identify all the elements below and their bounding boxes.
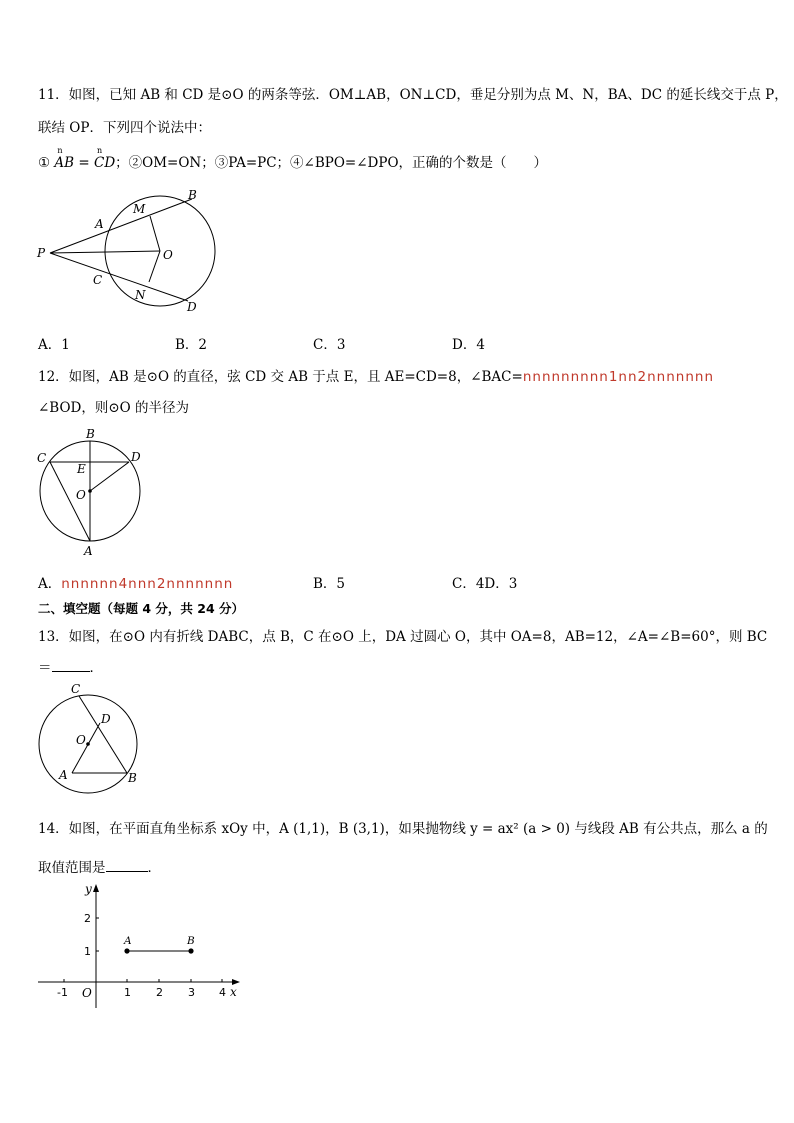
q12-option-cd: C．4D．3 (452, 576, 518, 592)
q11-label-c: C (93, 273, 103, 287)
q11-option-a: A．1 (38, 337, 70, 353)
q12-stem-text: 12．如图，AB 是⊙O 的直径，弦 CD 交 AB 于点 E，且 AE=CD=8，∠BAC= (38, 369, 523, 385)
q14-origin-label: O (82, 986, 92, 1000)
q13-label-o: O (76, 733, 86, 747)
q14-xtick-label: 2 (156, 986, 163, 999)
q14-label-a: A (124, 935, 132, 947)
q11-stem-line2: 联结 OP．下列四个说法中： (38, 120, 211, 136)
q11-stem-line1: 11．如图，已知 AB 和 CD 是⊙O 的两条等弦．OM⊥AB，ON⊥CD，垂足分别为点 M、N，BA、DC 的延长线交于点 P， (38, 87, 788, 103)
q14-y-axis-label: y (85, 882, 92, 896)
q11-label-p: P (37, 246, 46, 260)
q13-label-c: C (71, 682, 81, 696)
q13-label-d: D (101, 712, 111, 726)
q14-xtick-label: -1 (57, 986, 68, 999)
q11-equals: = (74, 155, 94, 171)
q14-stem-line1: 14．如图，在平面直角坐标系 xOy 中，A (1,1)，B (3,1)，如果抛物线 y = ax² (a > 0) 与线段 AB 有公共点，那么 a 的 (38, 821, 768, 837)
q13-label-a: A (59, 768, 68, 782)
q11-label-m: M (133, 202, 146, 216)
q12-option-a-garbled: nnnnnn4nnn2nnnnnnn (61, 576, 234, 592)
q11-label-n: N (135, 288, 146, 302)
q12-label-o: O (76, 488, 86, 502)
q13-label-b: B (128, 771, 137, 785)
q12-option-b: B．5 (313, 576, 346, 592)
q11-label-a: A (95, 217, 104, 231)
q14-y-arrow-icon (93, 884, 99, 892)
q11-arc-ab: n AB (54, 146, 75, 171)
q11-arc-cd: n CD (93, 146, 116, 171)
q12-garbled-formula: nnnnnnnnn1nn2nnnnnnn (522, 369, 715, 385)
q14-x-axis-label: x (230, 985, 237, 999)
q12-option-a: A．nnnnnn4nnn2nnnnnnn (38, 576, 234, 592)
q13-stem-line2: ＝ ． (38, 660, 103, 676)
section-fill-in-title: 二、填空题（每题 4 分，共 24 分） (38, 601, 245, 616)
q14-point-a (124, 948, 129, 953)
q14-xtick-label: 3 (188, 986, 195, 999)
q11-statements-rest: ；②OM=ON；③PA=PC；④∠BPO=∠DPO，正确的个数是（ ） (115, 155, 548, 171)
q14-xtick-label: 1 (124, 986, 131, 999)
q11-label-o: O (163, 248, 173, 262)
q14-xtick-label: 4 (219, 986, 226, 999)
q12-label-d: D (131, 450, 141, 464)
q14-stem-line2: 取值范围是 ． (38, 860, 161, 876)
q11-option-b: B．2 (175, 337, 208, 353)
q12-label-a: A (84, 544, 93, 558)
q11-label-d: D (187, 300, 197, 314)
q11-statement-number: ① (38, 155, 51, 171)
q14-point-b (188, 948, 193, 953)
q12-label-c: C (37, 451, 47, 465)
q14-ytick-label: 2 (84, 912, 91, 925)
q13-stem-line1: 13．如图，在⊙O 内有折线 DABC，点 B，C 在⊙O 上，DA 过圆心 O，其中 OA=8，AB=12，∠A=∠B=60°，则 BC (38, 629, 768, 645)
q11-option-d: D．4 (452, 337, 485, 353)
q12-label-e: E (77, 462, 86, 476)
q12-label-b: B (86, 427, 95, 441)
q14-ytick-label: 1 (84, 945, 91, 958)
q11-option-c: C．3 (313, 337, 346, 353)
q12-stem-line2: ∠BOD，则⊙O 的半径为 (38, 400, 190, 416)
q11-label-b: B (188, 188, 197, 202)
q14-label-b: B (187, 935, 195, 947)
